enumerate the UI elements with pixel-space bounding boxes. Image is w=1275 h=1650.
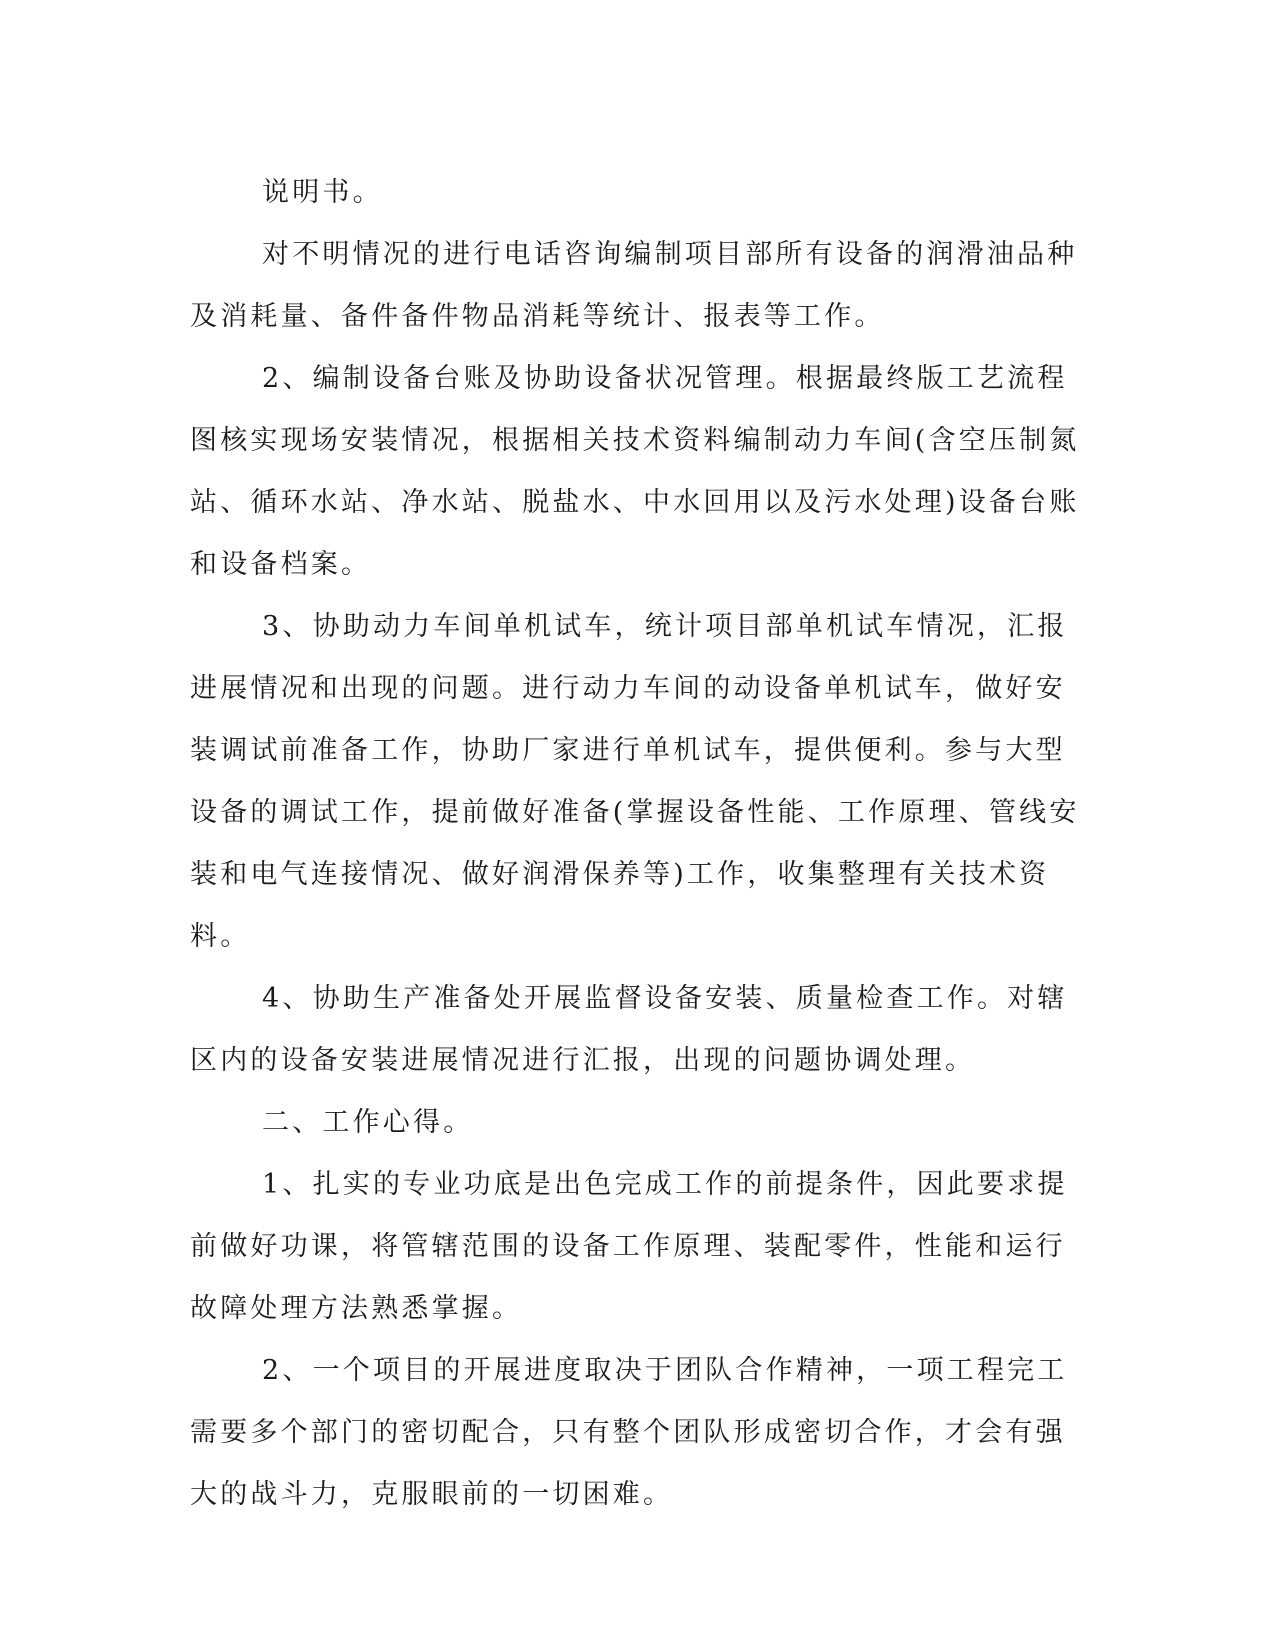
paragraph-7: 2、一个项目的开展进度取决于团队合作精神，一项工程完工需要多个部门的密切配合，只有整个团队形成密切合作，才会有强大的战斗力，克服眼前的一切困难。 (190, 1355, 1068, 1510)
paragraph-3: 2、编制设备台账及协助设备状况管理。根据最终版工艺流程图核实现场安装情况，根据相关技术资料编制动力车间(含空压制氮站、循环水站、净水站、脱盐水、中水回用以及污水处理)设备台账和设备档案。 (190, 363, 1080, 580)
paragraph-4: 3、协助动力车间单机试车，统计项目部单机试车情况，汇报进展情况和出现的问题。进行动力车间的动设备单机试车，做好安装调试前准备工作，协助厂家进行单机试车，提供便利。参与大型设备的调试工作，提前做好准备(掌握设备性能、工作原理、管线安装和电气连接情况、做好润滑保养等)工作，收集整理有关技术资料。 (190, 611, 1080, 952)
document-body (190, 162, 1080, 1526)
paragraph-5: 4、协助生产准备处开展监督设备安装、质量检查工作。对辖区内的设备安装进展情况进行汇报，出现的问题协调处理。 (190, 983, 1068, 1076)
section-heading: 二、工作心得。 (262, 1107, 474, 1138)
paragraph-2: 对不明情况的进行电话咨询编制项目部所有设备的润滑油品种及消耗量、备件备件物品消耗等统计、报表等工作。 (190, 239, 1078, 332)
paragraph-1: 说明书。 (262, 177, 383, 208)
paragraph-6: 1、扎实的专业功底是出色完成工作的前提条件，因此要求提前做好功课，将管辖范围的设备工作原理、装配零件，性能和运行故障处理方法熟悉掌握。 (190, 1169, 1068, 1324)
